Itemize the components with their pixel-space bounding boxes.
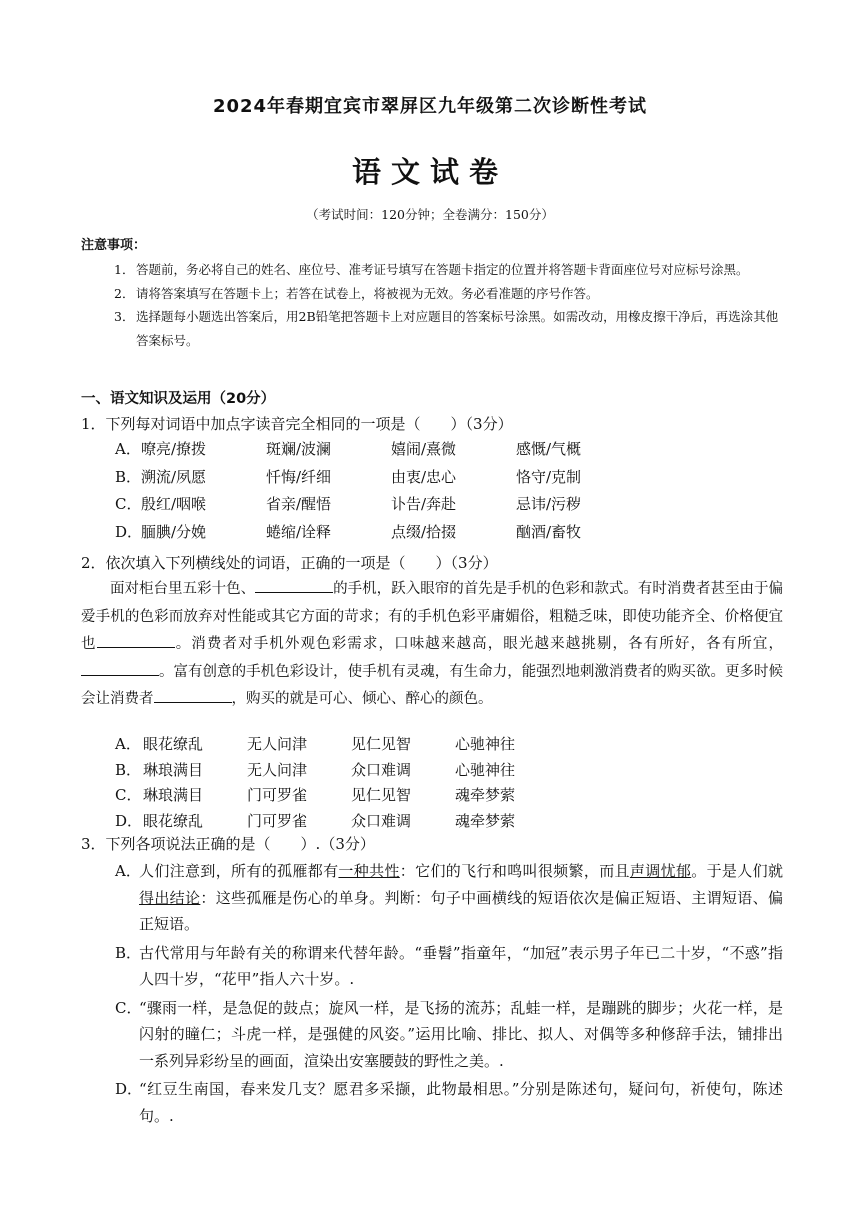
option-cell: 恪守/克制 — [516, 467, 582, 486]
underlined-phrase: 得出结论 — [139, 888, 201, 907]
option-text-part: 。于是人们就 — [691, 862, 783, 880]
option-cell: 溯流/夙愿 — [141, 467, 207, 486]
question-1-options — [115, 436, 641, 546]
question-2-passage — [81, 576, 783, 714]
option-label: A． — [115, 862, 141, 880]
option-text — [139, 858, 783, 938]
passage-text: ，购买的就是可心、倾心、醉心的颜色。 — [231, 691, 493, 707]
notice-list — [114, 258, 784, 352]
option-c — [115, 995, 783, 1075]
notice-text: 选择题每小题选出答案后，用2B铅笔把答题卡上对应题目的答案标号涂黑。如需改动，用橡皮擦干净后，再选涂其他答案标号。 — [136, 309, 779, 348]
option-label: C． — [115, 998, 142, 1017]
option-text-part: 人们注意到，所有的孤雁都有 — [139, 862, 339, 880]
option-row — [115, 519, 641, 547]
subject-title: 语文试卷 — [351, 155, 508, 189]
option-cell: 魂牵梦萦 — [455, 786, 516, 804]
option-cell: 琳琅满目 — [143, 786, 204, 804]
option-label: D． — [115, 522, 143, 541]
option-cell: 点缀/拾掇 — [391, 522, 457, 541]
section-heading: 一、语文知识及运用（20分） — [81, 391, 276, 407]
option-row — [115, 436, 641, 464]
fill-blank — [255, 578, 333, 593]
option-row — [115, 491, 641, 519]
option-cell: 门可罗雀 — [247, 811, 308, 830]
option-row — [115, 758, 559, 784]
option-label: B． — [115, 467, 142, 486]
option-cell: 众口难调 — [351, 811, 412, 830]
option-cell: 忏悔/纤细 — [266, 467, 332, 486]
option-label: D． — [115, 1080, 143, 1098]
fill-blank — [154, 688, 232, 703]
exam-time-info: （考试时间：120分钟；全卷满分：150分） — [306, 207, 554, 222]
option-cell: 见仁见智 — [351, 735, 412, 753]
question-2-options — [115, 732, 559, 834]
option-cell: 腼腆/分娩 — [141, 522, 207, 541]
option-label: B． — [115, 760, 142, 779]
option-cell: 斑斓/波澜 — [266, 440, 332, 458]
option-cell: 魂牵梦萦 — [455, 811, 516, 830]
option-label: D． — [115, 811, 143, 830]
option-cell: 无人问津 — [247, 735, 308, 753]
option-cell: 忌讳/污秽 — [516, 495, 582, 513]
option-label: A． — [115, 735, 141, 753]
option-cell: 由衷/忠心 — [391, 467, 457, 486]
option-label: A． — [115, 440, 141, 458]
option-row — [115, 783, 559, 809]
notice-text: 请将答案填写在答题卡上；若答在试卷上，将被视为无效。务必看准题的序号作答。 — [136, 285, 599, 301]
notice-number: 2． — [114, 285, 135, 301]
option-cell: 心驰神往 — [455, 735, 516, 753]
underlined-phrase: 声调忧郁 — [629, 862, 692, 880]
option-cell: 见仁见智 — [351, 786, 412, 804]
question-2-stem: 2．依次填入下列横线处的词语，正确的一项是（ ）（3分） — [81, 554, 498, 572]
passage-text: 。消费者对手机外观色彩需求，口味越来越高，眼光越来越挑剔，各有所好，各有所宜， — [174, 636, 784, 652]
option-label: C． — [115, 495, 142, 513]
option-cell: 琳琅满目 — [143, 760, 204, 779]
question-3-options — [115, 858, 783, 1131]
question-3-stem: 3．下列各项说法正确的是（ ）.（3分） — [81, 835, 375, 853]
option-cell: 殷红/咽喉 — [141, 495, 207, 513]
notice-number: 1． — [114, 262, 135, 277]
notice-item — [114, 258, 784, 282]
option-cell: 门可罗雀 — [247, 786, 308, 804]
option-label: C． — [115, 786, 142, 804]
option-cell: 眼花缭乱 — [143, 735, 204, 753]
passage-text: 面对柜台里五彩十色、 — [110, 581, 256, 597]
option-a — [115, 858, 783, 938]
option-text: 古代常用与年龄有关的称谓来代替年龄。“垂髫”指童年，“加冠”表示男子年已二十岁，“不惑”指人四十岁，“花甲”指人六十岁。. — [139, 943, 783, 988]
option-cell: 蜷缩/诠释 — [266, 522, 332, 541]
option-text: “骤雨一样，是急促的鼓点；旋风一样，是飞扬的流苏；乱蛙一样，是蹦跳的脚步；火花一样，是闪射的瞳仁；斗虎一样，是强健的风姿。”运用比喻、排比、拟人、对偶等多种修辞手法，铺排出一系列异彩纷呈的画面，渲染出安塞腰鼓的野性之美。. — [139, 998, 783, 1070]
option-cell: 众口难调 — [351, 760, 412, 779]
option-text-part: ：它们的飞行和鸣叫很频繁，而且 — [399, 862, 630, 880]
option-row — [115, 464, 641, 492]
option-cell: 酗酒/畜牧 — [516, 522, 582, 541]
fill-blank — [81, 661, 159, 676]
option-text-part: ：这些孤雁是伤心的单身。判断：句子中画横线的短语依次是偏正短语、主谓短语、偏正短语。 — [139, 888, 783, 933]
option-cell: 省亲/醒悟 — [266, 495, 332, 513]
option-cell: 感慨/气概 — [516, 440, 582, 458]
option-cell: 心驰神往 — [455, 760, 516, 779]
question-1-stem: 1．下列每对词语中加点字读音完全相同的一项是（ ）（3分） — [81, 415, 513, 433]
option-cell: 嘹亮/撩拨 — [141, 440, 207, 458]
underlined-phrase: 一种共性 — [338, 862, 400, 880]
notice-item — [114, 282, 784, 306]
fill-blank — [97, 633, 175, 648]
option-cell: 无人问津 — [247, 760, 308, 779]
option-text: “红豆生南国，春来发几支？愿君多采撷，此物最相思。”分别是陈述句，疑问句，祈使句，陈述句。. — [139, 1080, 783, 1125]
option-cell: 嬉闹/熹微 — [391, 440, 457, 458]
option-cell: 讣告/奔赴 — [391, 495, 457, 513]
notice-text: 答题前，务必将自己的姓名、座位号、准考证号填写在答题卡指定的位置并将答题卡背面座位号对应标号涂黑。 — [136, 262, 749, 277]
option-cell: 眼花缭乱 — [143, 811, 204, 830]
passage-text: 。富有创意的手机色彩设计，使手机有灵魂，有生命力，能强烈地刺激消费者的购买欲。更多时候会让消费者 — [81, 663, 783, 707]
passage-text: 的手机，跃入眼帘的首先是手机的色彩和款式。有时消费者甚至由于偏爱手机的色彩而放弃对性能或其它方面的苛求；有的手机色彩平庸媚俗，粗糙乏味，即使功能齐全、价格便宜也 — [81, 581, 784, 652]
notice-number: 3． — [114, 309, 135, 324]
exam-title: 2024年春期宜宾市翠屏区九年级第二次诊断性考试 — [212, 96, 648, 117]
option-label: B． — [115, 943, 142, 962]
option-row — [115, 809, 559, 835]
option-row — [115, 732, 559, 758]
option-d — [115, 1076, 783, 1129]
option-b — [115, 940, 783, 993]
notice-heading: 注意事项： — [81, 238, 147, 253]
notice-item — [114, 305, 784, 352]
